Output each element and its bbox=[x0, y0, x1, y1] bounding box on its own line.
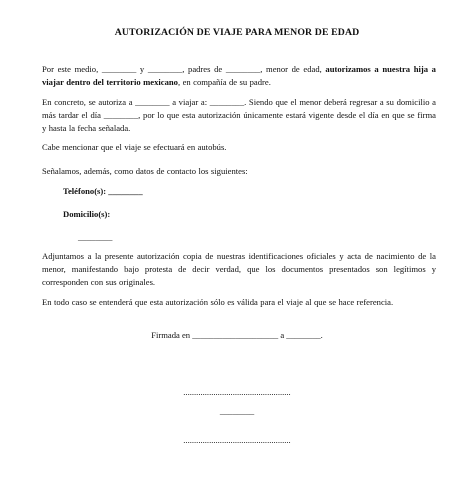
signature-line-mother: .................................................. bbox=[183, 435, 291, 445]
paragraph-authorization-intro: Por este medio, ________ y ________, padres de ________, menor de edad, bbox=[42, 64, 326, 74]
paragraph-destination: En concreto, se autoriza a ________ a viajar a: ________. Siendo que el menor deberá regresar a su domicilio a más tardar el día ________, por lo que esta autorización únicamente estará vigente desde el día en que se firma y hasta la fecha señalada. bbox=[42, 97, 436, 134]
paragraph-authorization-end: , en compañía de su padre. bbox=[177, 77, 271, 88]
paragraph-authorization bbox=[42, 63, 436, 89]
paragraph-authorization-bold: autorizamos a nuestra hija a viajar dentro del territorio mexicano bbox=[42, 64, 436, 88]
document-title: AUTORIZACIÓN DE VIAJE PARA MENOR DE EDAD bbox=[114, 27, 360, 38]
phone-field-label: Teléfono(s): ________ bbox=[63, 186, 143, 196]
paragraph-contact-intro: Señalamos, además, como datos de contacto los siguientes: bbox=[42, 166, 248, 176]
address-blank-line: ________ bbox=[78, 232, 113, 242]
signature-line-father: .................................................. bbox=[183, 387, 291, 397]
paragraph-validity: En todo caso se entenderá que esta autorización sólo es válida para el viaje al que se hace referencia. bbox=[42, 297, 394, 307]
address-field-label: Domicilio(s): bbox=[63, 209, 111, 219]
paragraph-transport: Cabe mencionar que el viaje se efectuará en autobús. bbox=[42, 142, 227, 152]
paragraph-attachments: Adjuntamos a la presente autorización copia de nuestras identificaciones oficiales y acta de nacimiento de la menor, manifestando bajo protesta de decir verdad, que los documentos presentados son legítimos y corresponden con sus originales. bbox=[42, 251, 436, 288]
signed-at-line: Firmada en ____________________ a ________. bbox=[151, 330, 323, 340]
signature-connector-blank: ________ bbox=[219, 406, 255, 416]
